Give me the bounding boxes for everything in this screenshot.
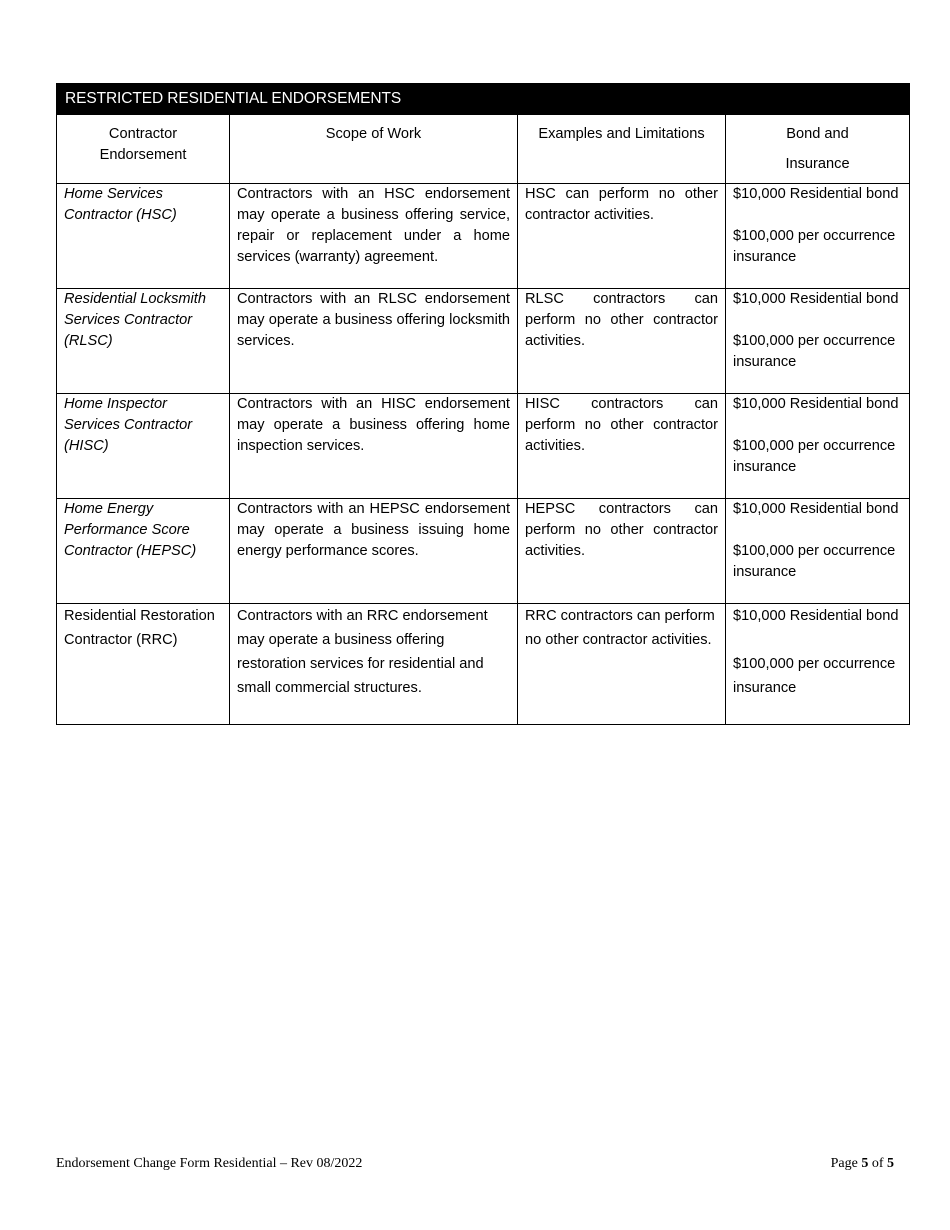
bond-amount: $10,000 Residential bond xyxy=(733,608,899,624)
endorsement-name: Home Services Contractor (HSC) xyxy=(57,184,230,289)
header-bond: Bond and Insurance xyxy=(726,115,910,184)
examples-limitations: RRC contractors can perform no other contractor activities. xyxy=(518,604,726,725)
bond-insurance xyxy=(726,289,910,394)
footer-form-name: Endorsement Change Form Residential – Rev 08/2022 xyxy=(56,1156,363,1171)
table-row xyxy=(57,184,910,289)
footer-page-number: Page 5 of 5 xyxy=(830,1156,894,1171)
examples-limitations: HISC contractors can perform no other contractor activities. xyxy=(518,394,726,499)
insurance-amount: $100,000 per occurrence insurance xyxy=(733,438,896,475)
insurance-amount: $100,000 per occurrence insurance xyxy=(733,656,896,696)
insurance-amount: $100,000 per occurrence insurance xyxy=(733,543,896,580)
insurance-amount: $100,000 per occurrence insurance xyxy=(733,333,896,370)
restricted-endorsements-table xyxy=(56,83,910,725)
bond-amount: $10,000 Residential bond xyxy=(733,501,899,517)
bond-insurance xyxy=(726,604,910,725)
table-row xyxy=(57,394,910,499)
scope-of-work: Contractors with an HSC endorsement may operate a business offering service, repair or replacement under a home services (warranty) agreement. xyxy=(230,184,518,289)
scope-of-work: Contractors with an HEPSC endorsement may operate a business issuing home energy performance scores. xyxy=(230,499,518,604)
endorsement-name: Home Energy Performance Score Contractor (HEPSC) xyxy=(57,499,230,604)
scope-of-work: Contractors with an RLSC endorsement may operate a business offering locksmith services. xyxy=(230,289,518,394)
scope-of-work: Contractors with an RRC endorsement may operate a business offering restoration services for residential and small commercial structures. xyxy=(230,604,518,725)
examples-limitations: HEPSC contractors can perform no other contractor activities. xyxy=(518,499,726,604)
bond-insurance xyxy=(726,394,910,499)
examples-limitations: RLSC contractors can perform no other contractor activities. xyxy=(518,289,726,394)
endorsement-name: Home Inspector Services Contractor (HISC) xyxy=(57,394,230,499)
header-examples: Examples and Limitations xyxy=(518,115,726,184)
endorsement-name: Residential Restoration Contractor (RRC) xyxy=(57,604,230,725)
table-row xyxy=(57,499,910,604)
bond-insurance xyxy=(726,184,910,289)
table-row xyxy=(57,604,910,725)
table-banner: RESTRICTED RESIDENTIAL ENDORSEMENTS xyxy=(57,84,910,115)
table-row xyxy=(57,289,910,394)
bond-amount: $10,000 Residential bond xyxy=(733,396,899,412)
scope-of-work: Contractors with an HISC endorsement may operate a business offering home inspection services. xyxy=(230,394,518,499)
endorsement-name: Residential Locksmith Services Contractor (RLSC) xyxy=(57,289,230,394)
bond-insurance xyxy=(726,499,910,604)
bond-amount: $10,000 Residential bond xyxy=(733,291,899,307)
header-scope: Scope of Work xyxy=(230,115,518,184)
header-endorsement: Contractor Endorsement xyxy=(57,115,230,184)
examples-limitations: HSC can perform no other contractor activities. xyxy=(518,184,726,289)
bond-amount: $10,000 Residential bond xyxy=(733,186,899,202)
insurance-amount: $100,000 per occurrence insurance xyxy=(733,228,896,265)
